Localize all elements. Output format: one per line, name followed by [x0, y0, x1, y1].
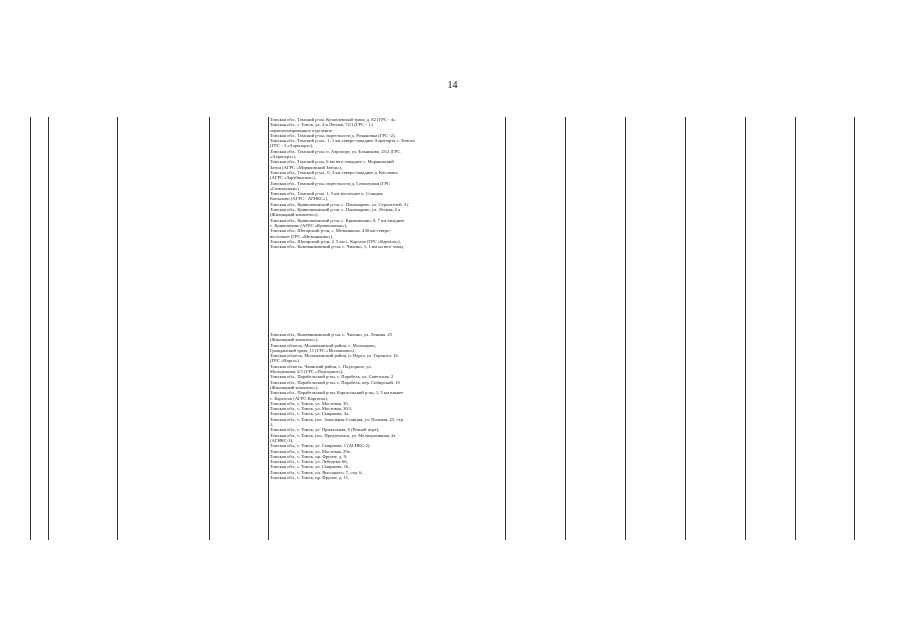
address-line: Молодежная, 2/1 (ГРС «Подгорное»), — [270, 369, 344, 375]
table-column-border — [625, 117, 626, 540]
table-column-border — [268, 117, 269, 540]
address-line: Томская обл., г. Томск, ул. Причальная, 6 (Речной порт), — [270, 427, 380, 433]
table-column-border — [565, 117, 566, 540]
address-line: Томская обл., Кожевниковский р-он, с. Чилино, 1, 1 км на юго-запад — [270, 244, 404, 250]
address-line: Томская область, Молчановский район, п. Нарга, ул. Горького, 16 — [270, 353, 398, 359]
address-line: Томская обл., г. Томск, ул. Смирнова, 3а, — [270, 411, 350, 417]
address-line: Томская обл., Шегарский р-он, 2, 5 км с. Каргала (ГРС «Каргала»), — [270, 238, 401, 244]
table-column-border — [795, 117, 796, 540]
address-line: Томская обл., г. Томск, ул. Лебедева, 66, — [270, 459, 348, 465]
address-line: с. Каргасок (АГРС Каргасок), — [270, 395, 329, 401]
address-line: Гражданский тракт, 11 (ГРС «Молчаново»), — [270, 347, 356, 353]
address-list-block-1 — [270, 117, 502, 249]
address-line: (Жилищный комплекс»), — [270, 384, 319, 390]
address-line: (АГРС «Зарубинское»), — [270, 175, 317, 181]
address-line: Томская обл., г. Томск, ул. 2-я Лесная, 72/1 (ГРС - 1,) — [270, 122, 374, 128]
table-column-border — [48, 117, 49, 540]
table-column-border — [745, 117, 746, 540]
table-column-border — [209, 117, 210, 540]
address-line: Томская обл., Томский р-он , 0, 3 км северо-западнее д. Кисловка — [270, 169, 398, 175]
address-line: Томская обл., Томский р-он, окрестности д. Романовка (ГРС -2), — [270, 132, 396, 138]
address-line: Томская обл., Кривошеинский р-он, с. Пономарево, ул. Лесная, 2 а — [270, 207, 401, 213]
address-line: Томская обл., г. Томск, пос. Предтеченск, ул. Мелиоративная, 2а — [270, 432, 396, 438]
address-line: восточнее (ГРС «Мельниково»), — [270, 233, 334, 239]
table-column-border — [854, 117, 855, 540]
address-list-block-2 — [270, 332, 502, 480]
address-line: Затон (АГРС «Моряковский Затон»), — [270, 164, 343, 170]
address-line: «Аэропорт»), — [270, 154, 297, 160]
address-line: Томская обл., г. Томск, ул. Мостовая, 30, — [270, 400, 349, 406]
address-line: термоизолированное отделение. — [270, 127, 333, 133]
address-line: Томская обл., Томский р-он, 6 км юго-западнее с. Моряковский — [270, 159, 394, 165]
address-line: 1, — [270, 422, 274, 428]
address-line: (ГРС «Нарга»), — [270, 358, 300, 364]
address-line: Томская обл., г. Томск, ул. Смирнова, 1 (АГНКС-2), — [270, 443, 371, 449]
address-line: Томская обл., Кривошеинский р-он, с. Кривошеино, 0, 7 км западнее — [270, 217, 405, 223]
table-column-border — [117, 117, 118, 540]
address-line: Томская обл., Томский р-он, Кузовлевский тракт, д. 82 (ГРС - 4», — [270, 117, 397, 122]
address-line: Томская обл., г. Томск, пр. Фрунзе, д. 9, — [270, 453, 348, 459]
address-line: Томская обл., г. Томск, ул. Смирнова, 16, — [270, 464, 350, 470]
address-line: Томская обл., г. Томск, пл. Высоцкого, 7, стр. 6, — [270, 469, 363, 475]
address-line: Томская обл., Парабельский р-он, с. Парабель, ул. Советская, 2 — [270, 374, 394, 380]
address-line: Томская обл., Кожевниковский р-он, с. Чилино, ул. Ленина, 25 — [270, 332, 392, 337]
address-line: Томская область, Чаинский район, с. Подгорное, ул. — [270, 363, 372, 369]
address-line: Томская обл., Томский р-он. п. Аэропорт, ул. Ельникова, 25/2 (ГРС — [270, 148, 401, 154]
address-line: Томская обл., г. Томск, пр. Фрунзе, д. 11, — [270, 475, 350, 481]
address-line: Томская обл., г. Томск, пос. Зональная Станция, ул. Полевая, 25, стр. — [270, 416, 405, 422]
address-line: Томская обл., Кривошеинский р-он, с. Пономарево, ул. Строителей, 3 ( — [270, 201, 409, 207]
address-line: Томская обл., Томский р-он. 1, 5 км восточнее п. Станция — [270, 191, 383, 197]
address-line: с. Кривошеино (АГРС «Кривошеино»), — [270, 222, 348, 228]
table-column-border — [685, 117, 686, 540]
address-line: Томская обл., Томский р-он., 1, 1 км северо-западнее Аэропорта с. Томска — [270, 138, 415, 144]
address-line: Томская обл., Парабельский р-он, с. Парабель, пер. Сибирский, 10 — [270, 379, 400, 385]
address-line: Томская обл., Шегарский р-он, с. Мельниково, 430 км северо- — [270, 228, 391, 234]
address-line: Томская область, Молчановский район, с. Молчаново, — [270, 342, 376, 348]
address-line: «Семилужки»), — [270, 185, 301, 191]
address-line: (Жилищный комплекс»), — [270, 212, 319, 218]
address-line: Томская обл., г. Томск, ул. Мостовая, 29а, — [270, 448, 351, 454]
address-line: Томская обл., Томский р-он, окрестности д. Семилужки (ГРС — [270, 180, 391, 186]
address-line: Томская обл., г. Томск, ул. Мостовая, 30/1, — [270, 406, 353, 412]
page-number: 14 — [447, 80, 458, 91]
address-line: Копылово (АГРС - АГНКС»), — [270, 196, 329, 202]
table-column-border — [505, 117, 506, 540]
table-column-border — [30, 117, 31, 540]
address-line: (Жилищный комплекс»), — [270, 337, 319, 343]
address-line: (ГРС - 3 «Аэропорт»), — [270, 143, 314, 149]
address-line: Томская обл., Парабельский р-он, Каргасокский р-он, 1, 5 км южнее — [270, 390, 404, 396]
address-line: (АГНКС-1), — [270, 437, 294, 443]
